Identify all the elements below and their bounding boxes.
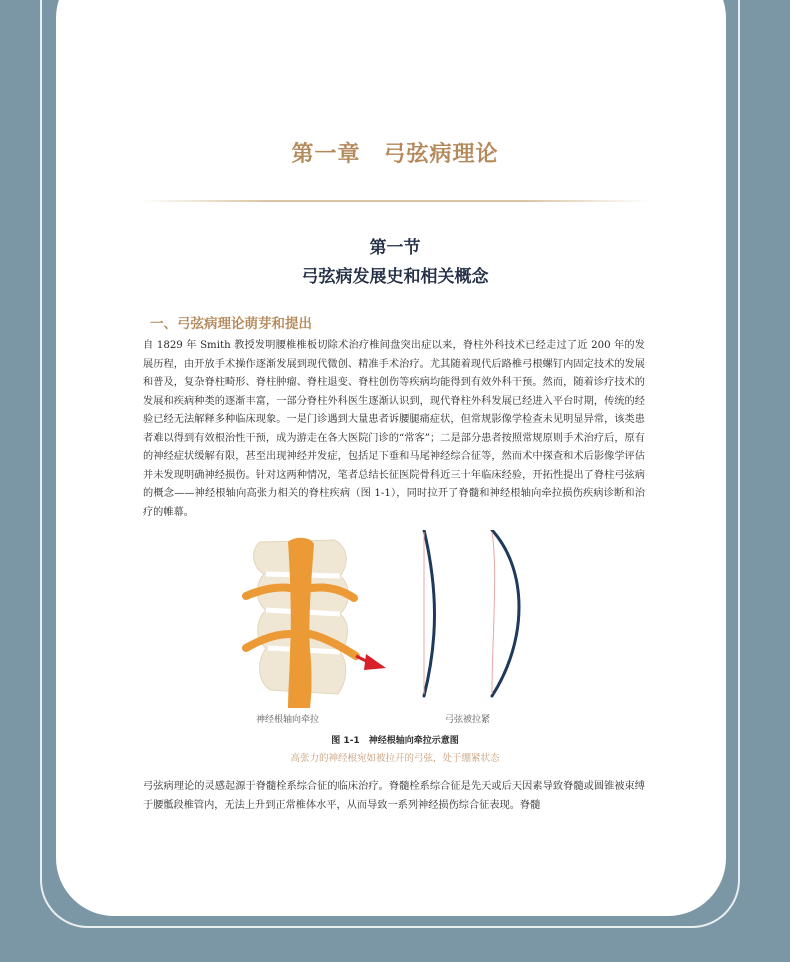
chapter-title: 第一章 弓弦病理论	[291, 142, 499, 167]
body-paragraph-1: 自 1829 年 Smith 教授发明腰椎椎板切除术治疗椎间盘突出症以来，脊柱外科技术已经走过了近 200 年的发展历程，由开放手术操作逐渐发展到现代微创、精准手术治疗。尤其随着现代后路椎弓根螺钉内固定技术的发展和普及，复杂脊柱畸形、脊柱肿瘤、脊柱退变、脊柱创伤等疾病均能得到有效外科干预。然而，随着诊疗技术的发展和疾病种类的逐渐丰富，一部分脊柱外科医生逐渐认识到，现代脊柱外科发展已经进入平台时期，传统的经验已经无法解释多种临床现象。一是门诊遇到大量患者诉腰腿痛症状，但常规影像学检查未见明显异常，该类患者难以得到有效根治性干预，成为游走在各大医院门诊的“常客”；二是部分患者按照常规原则手术治疗后，原有的神经症状缓解有限，甚至出现神经并发症，包括足下垂和马尾神经综合征等，然而术中探查和术后影像学评估并未发现明确神经损伤。针对这两种情况，笔者总结长征医院骨科近三十年临床经验，开拓性提出了脊柱弓弦病的概念——神经根轴向高张力相关的脊柱疾病（图 1-1），同时拉开了脊髓和神经根轴向牵拉损伤疾病诊断和治疗的帷幕。	[143, 340, 645, 518]
traction-arrow-icon	[356, 654, 386, 670]
figure-label-left: 神经根轴向牵拉	[256, 715, 320, 725]
section-title: 弓弦病发展史和相关概念	[301, 267, 489, 287]
bowstring-illustration-left	[424, 530, 435, 696]
figure-subcaption: 高张力的神经根宛如被拉开的弓弦，处于绷紧状态	[290, 753, 500, 764]
chapter-divider	[140, 200, 650, 202]
bowstring-illustration-right	[492, 530, 519, 696]
figure-caption: 图 1-1 神经根轴向牵拉示意图	[331, 736, 459, 746]
section-number: 第一节	[369, 238, 421, 258]
figure-label-right: 弓弦被拉紧	[445, 715, 491, 725]
body-paragraph-2: 弓弦病理论的灵感起源于脊髓栓系综合征的临床治疗。脊髓栓系综合征是先天或后天因素导致脊髓或圆锥被束缚于腰骶段椎管内，无法上升到正常椎体水平，从而导致一系列神经损伤综合征表现。脊髓	[143, 781, 645, 811]
figure-illustration	[230, 530, 560, 715]
subsection-heading: 一、弓弦病理论萌芽和提出	[150, 316, 312, 332]
